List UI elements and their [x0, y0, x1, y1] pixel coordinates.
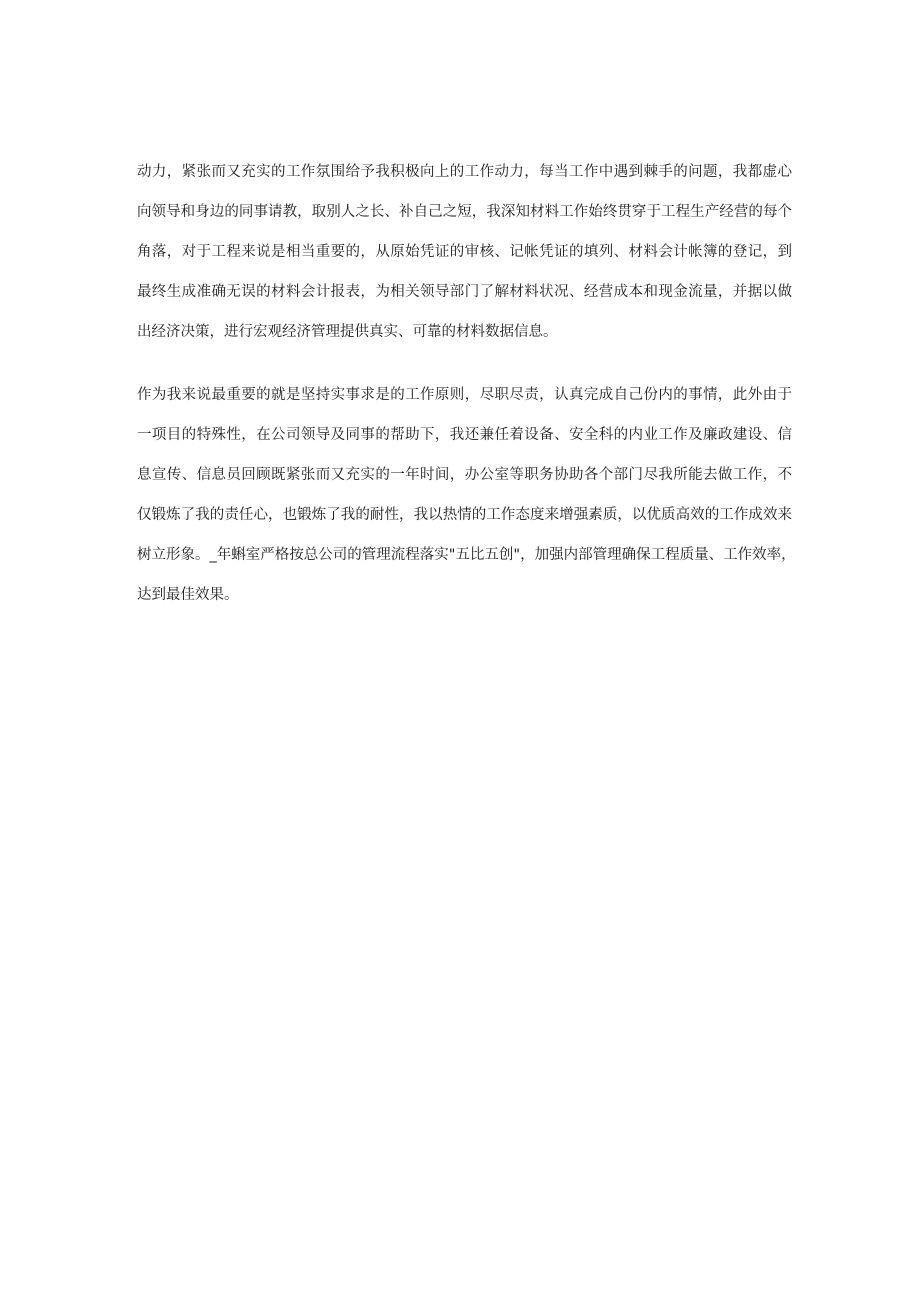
text-line: 一项目的特殊性，在公司领导及同事的帮助下，我还兼任着设备、安全科的内业工作及廉政建设、信	[137, 427, 792, 443]
text-line: 动力，紧张而又充实的工作氛围给予我积极向上的工作动力，每当工作中遇到棘手的问题，我都虚心	[137, 164, 792, 180]
text-line: 最终生成准确无误的材料会计报表，为相关领导部门了解材料状况、经营成本和现金流量，并据以做	[137, 284, 792, 300]
text-line: 达到最佳效果。	[137, 587, 239, 603]
text-line: 仅锻炼了我的责任心，也锻炼了我的耐性，我以热情的工作态度来增强素质，以优质高效的工作成效来	[137, 507, 792, 523]
text-line: 角落，对于工程来说是相当重要的，从原始凭证的审核、记帐凭证的填列、材料会计帐簿的登记，到	[137, 244, 792, 260]
text-line: 息宣传、信息员回顾既紧张而又充实的一年时间，办公室等职务协助各个部门尽我所能去做工作，不	[137, 467, 792, 483]
text-line: 向领导和身边的同事请教，取别人之长、补自己之短，我深知材料工作始终贯穿于工程生产经营的每个	[137, 204, 792, 220]
text-line: 出经济决策，进行宏观经济管理提供真实、可靠的材料数据信息。	[137, 324, 558, 340]
paragraph-1	[137, 152, 792, 352]
text-line: 作为我来说最重要的就是坚持实事求是的工作原则，尽职尽责，认真完成自己份内的事情，此外由于	[137, 387, 792, 403]
text-line: 树立形象。_年蝌室严格按总公司的管理流程落实"五比五创"，加强内部管理确保工程质量、工作效率，	[137, 547, 796, 563]
document-body	[137, 152, 796, 615]
paragraph-2	[137, 375, 796, 615]
